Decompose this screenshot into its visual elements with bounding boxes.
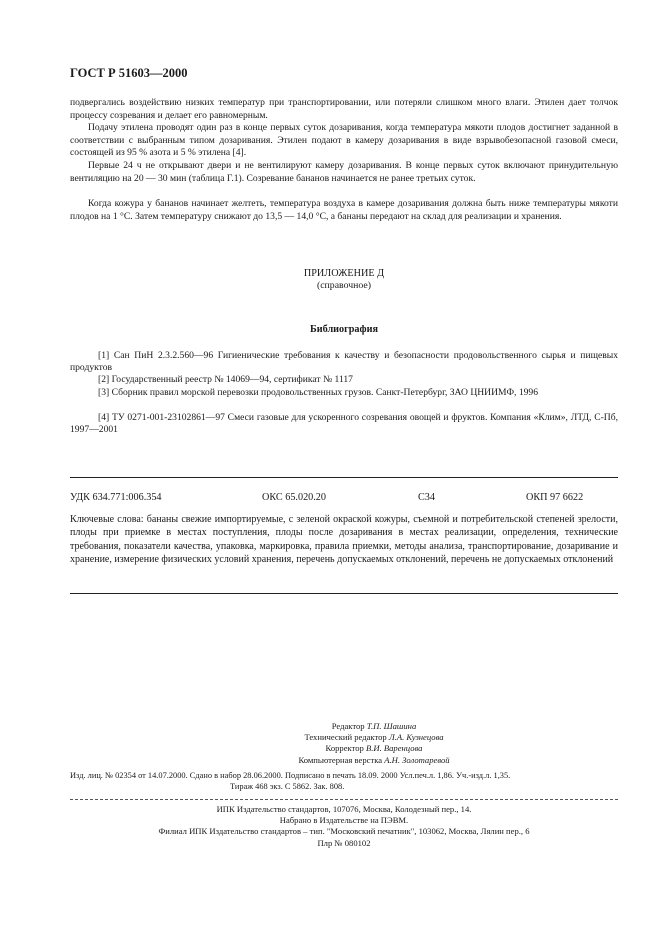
group-code: С34 — [418, 492, 435, 503]
appendix-subtitle: (справочное) — [316, 280, 372, 291]
okp-code: ОКП 97 6622 — [526, 492, 584, 503]
bibliography-item: [2] Государственный реестр № 14069—94, сертификат № 1117 — [98, 374, 353, 385]
layout-role: Компьютерная верстка — [298, 754, 383, 765]
divider-top — [70, 477, 618, 478]
tech-editor-role: Технический редактор — [304, 732, 387, 743]
appendix-title: ПРИЛОЖЕНИЕ Д — [303, 268, 385, 279]
publisher-block — [70, 804, 618, 849]
tech-editor-name: Л.А. Кузнецова — [388, 732, 444, 743]
imprint-block — [70, 770, 618, 792]
body-paragraph-2: Подачу этилена проводят один раз в конце первых суток дозаривания, когда температура мякоти плодов достигнет заданной в соответствии с выбранным типом дозаривания. Этилен подают в камеру дозаривания в виде взрывобезопасной газовой смеси, состоящей из 95 % азота и 5 % этилена [4]. — [70, 122, 618, 159]
proofreader-role: Корректор — [325, 743, 364, 754]
bibliography-title: Библиография — [310, 324, 378, 335]
bibliography-item: [1] Сан ПиН 2.3.2.560—96 Гигиенические требования к качеству и безопасности продовольственного сырья и пищевых продуктов — [70, 350, 618, 374]
body-paragraph-4: Когда кожура у бананов начинает желтеть, температура воздуха в камере дозаривания должна быть ниже температуры мякоти плодов на 1 °С. Затем температуру снижают до 13,5 — 14,0 °С, а бананы передают на склад для реализации и хранения. — [70, 198, 618, 222]
divider-bottom — [70, 593, 618, 594]
editor-name: Т.П. Шашина — [366, 721, 417, 731]
imprint-divider — [70, 799, 618, 800]
imprint-line-2: Тираж 468 экз. С 5862. Зак. 808. — [230, 782, 345, 792]
publisher-line-3: Филиал ИПК Издательство стандартов – тип. "Московский печатник", 103062, Москва, Лялин пер., 6 — [158, 826, 530, 837]
proofreader-name: В.И. Варенцова — [365, 743, 423, 754]
bibliography-item: [3] Сборник правил морской перевозки продовольственных грузов. Санкт-Петербург, ЗАО ЦНИИМФ, 1996 — [98, 387, 539, 398]
body-paragraph-3: Первые 24 ч не открывают двери и не вентилируют камеру дозаривания. В конце первых суток включают принудительную вентиляцию на 20 — 30 мин (таблица Г.1). Созревание бананов начинается не ранее третьих суток. — [70, 160, 618, 184]
body-paragraph-1: подвергались воздействию низких температур при транспортировании, или потеряли слишком много влаги. Этилен дает толчок процессу созревания и делает его равномерным. — [70, 97, 618, 121]
udk-code: УДК 634.771:006.354 — [70, 492, 162, 503]
editor-role: Редактор — [331, 721, 365, 731]
credits-block — [70, 721, 618, 766]
layout-name: А.Н. Золотаревой — [384, 754, 450, 765]
bibliography-item: [4] ТУ 0271-001-23102861—97 Смеси газовые для ускоренного созревания овощей и фруктов. Компания «Клим», ЛТД, С-Пб, 1997—2001 — [70, 412, 618, 436]
publisher-line-4: Плр № 080102 — [317, 837, 371, 848]
imprint-line-1: Изд. лиц. № 02354 от 14.07.2000. Сдано в набор 28.06.2000. Подписано в печать 18.09. 2000 Усл.печ.л. 1,86. Уч.-изд.л. 1,35. — [70, 771, 511, 780]
keywords: Ключевые слова: бананы свежие импортируемые, с зеленой окраской кожуры, съемной и потребительской степеней зрелости, плоды при приемке в местах поступления, плоды после дозаривания в местах реализации, определения, технические требования, показатели качества, упаковка, маркировка, правила приемки, методы анализа, транспортирование, дозаривание и хранение, измерение физических условий хранения, перечень допускаемых отклонений, перечень не допускаемых отклонений — [70, 514, 618, 566]
document-header: ГОСТ Р 51603—2000 — [70, 66, 188, 80]
oks-code: ОКС 65.020.20 — [262, 492, 326, 503]
publisher-line-2: Набрано в Издательстве на ПЭВМ. — [279, 815, 409, 826]
publisher-line-1: ИПК Издательство стандартов, 107076, Москва, Колодезный пер., 14. — [216, 804, 472, 814]
